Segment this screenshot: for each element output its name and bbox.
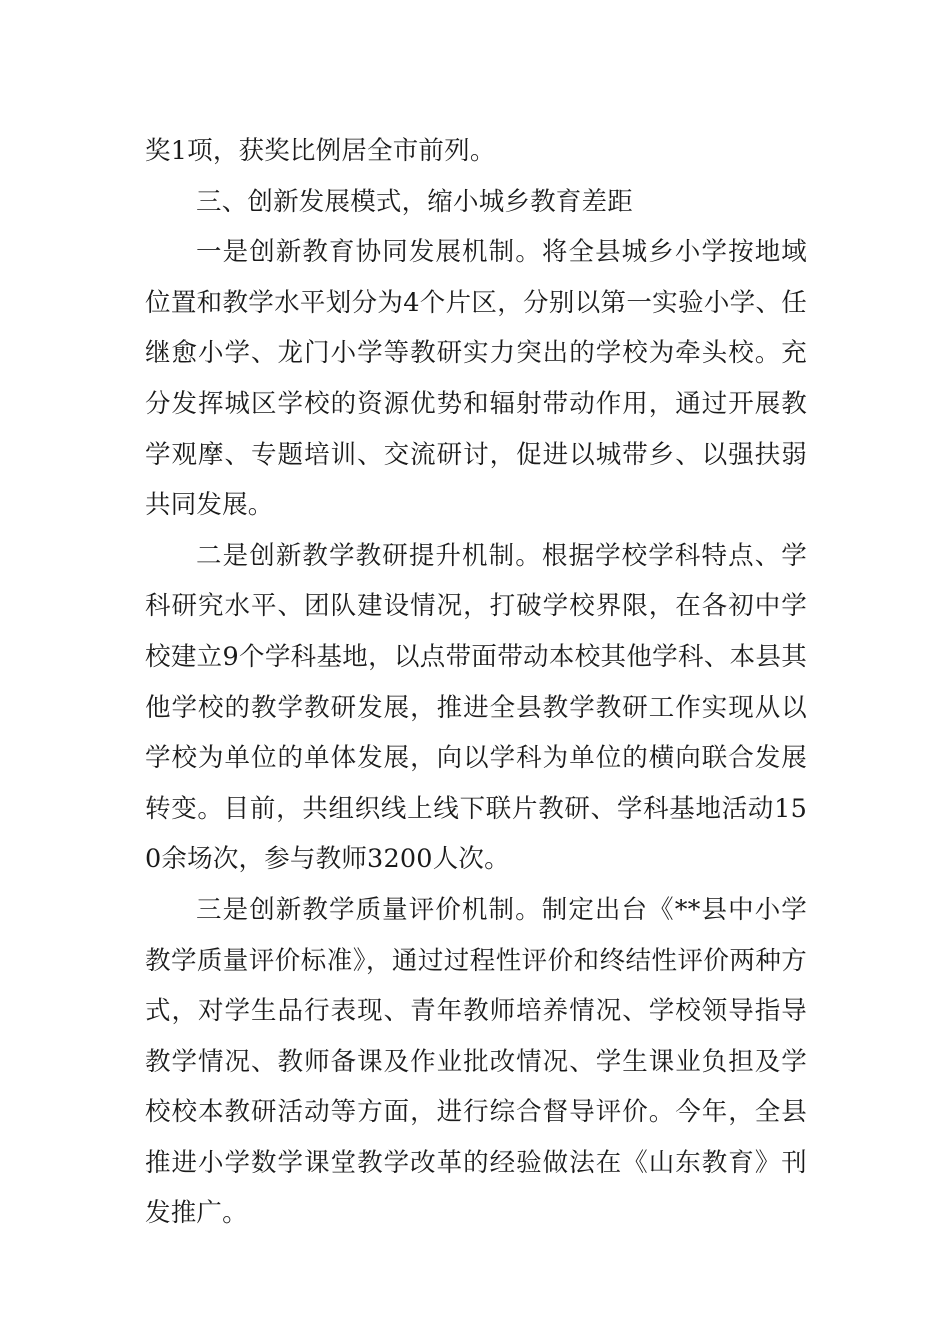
- paragraph-teaching-research-mechanism: 二是创新教学教研提升机制。根据学校学科特点、学科研究水平、团队建设情况，打破学校界限，在各初中学校建立9个学科基地，以点带面带动本校其他学科、本县其他学校的教学教研发展，推进全县教学教研工作实现从以学校为单位的单体发展，向以学科为单位的横向联合发展转变。目前，共组织线上线下联片教研、学科基地活动150余场次，参与教师3200人次。: [145, 540, 807, 875]
- paragraph-collaborative-mechanism: 一是创新教育协同发展机制。将全县城乡小学按地域位置和教学水平划分为4个片区，分别以第一实验小学、任继愈小学、龙门小学等教研实力突出的学校为牵头校。充分发挥城区学校的资源优势和辐射带动作用，通过开展教学观摩、专题培训、交流研讨，促进以城带乡、以强扶弱共同发展。: [145, 237, 807, 521]
- paragraph-quality-evaluation-mechanism: 三是创新教学质量评价机制。制定出台《**县中小学教学质量评价标准》，通过过程性评价和终结性评价两种方式，对学生品行表现、青年教师培养情况、学校领导指导教学情况、教师备课及作业批改情况、学生课业负担及学校校本教研活动等方面，进行综合督导评价。今年，全县推进小学数学课堂教学改革的经验做法在《山东教育》刊发推广。: [145, 894, 807, 1229]
- document-body: [145, 126, 807, 1239]
- section-heading: 三、创新发展模式，缩小城乡教育差距: [196, 186, 633, 217]
- paragraph-continuation: 奖1项，获奖比例居全市前列。: [145, 136, 496, 166]
